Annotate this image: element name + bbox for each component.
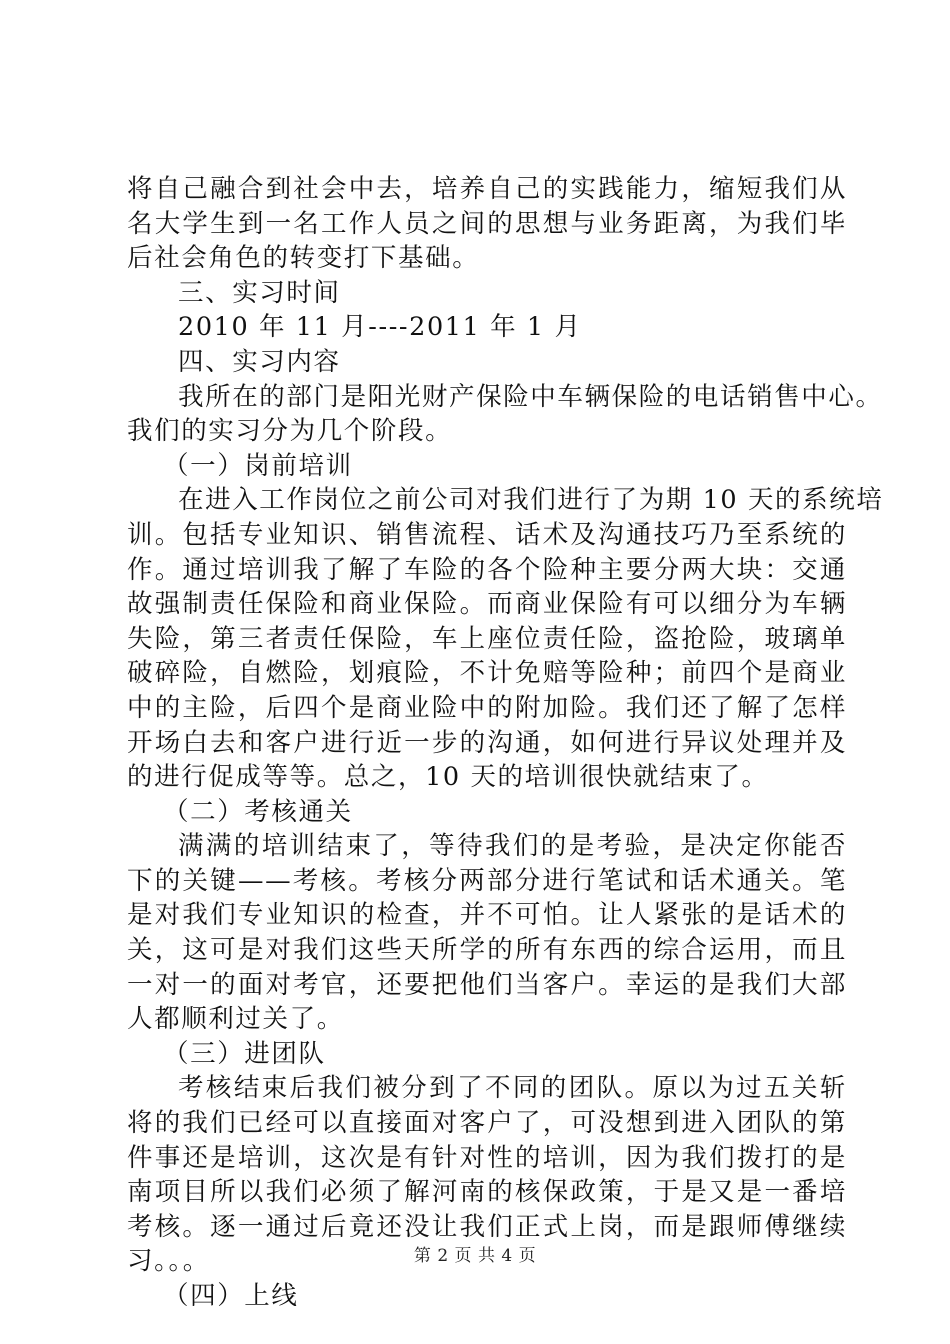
text-line: 失险，第三者责任保险，车上座位责任险，盗抢险，玻璃单 [127,623,847,654]
text-line: 我所在的部门是阳光财产保险中车辆保险的电话销售中心。 [178,381,883,412]
text-line: 作。通过培训我了解了车险的各个险种主要分两大块：交通 [127,554,847,585]
text-line: 是对我们专业知识的检查，并不可怕。让人紧张的是话术的 [127,900,847,931]
text-line: 考核。逐一通过后竟还没让我们正式上岗，而是跟师傅继续 [127,1211,847,1242]
text-line: 下的关键——考核。考核分两部分进行笔试和话术通关。笔 [127,865,847,896]
text-line: （三）进团队 [163,1038,326,1069]
text-line: 将自己融合到社会中去，培养自己的实践能力，缩短我们从 [127,174,847,204]
text-line: 开场白去和客户进行近一步的沟通，如何进行异议处理并及 [127,727,847,758]
text-line: （一）岗前培训 [163,450,353,481]
text-line: 习。。。 [127,1246,210,1277]
text-line: 考核结束后我们被分到了不同的团队。原以为过五关斩 [178,1073,847,1104]
text-line: 南项目所以我们必须了解河南的核保政策，于是又是一番培 [127,1177,847,1208]
text-line: 我们的实习分为几个阶段。 [127,416,453,447]
text-line: 将的我们已经可以直接面对客户了，可没想到进入团队的第 [127,1108,847,1139]
text-line: （二）考核通关 [163,796,353,827]
text-line: 人都顺利过关了。 [127,1004,344,1035]
text-line: 三、实习时间 [178,277,341,308]
text-line: 关，这可是对我们这些天所学的所有东西的综合运用，而且 [127,935,847,966]
text-line: 满满的培训结束了，等待我们的是考验，是决定你能否 [178,831,847,862]
text-line: 四、实习内容 [178,346,341,377]
page-number-label: 第 2 页 共 4 页 [413,1246,537,1266]
text-line: 破碎险，自燃险，划痕险，不计免赔等险种；前四个是商业 [127,658,847,689]
text-line: 后社会角色的转变打下基础。 [127,243,480,274]
text-line: 故强制责任保险和商业保险。而商业保险有可以细分为车辆 [127,589,847,620]
text-line: 一对一的面对考官，还要把他们当客户。幸运的是我们大部 [127,969,847,1000]
text-line: 训。包括专业知识、销售流程、话术及沟通技巧乃至系统的 [127,519,847,550]
page-footer [0,1245,950,1267]
text-line: 2010 年 11 月----2011 年 1 月 [178,312,582,343]
text-line: 件事还是培训，这次是有针对性的培训，因为我们拨打的是 [127,1142,847,1173]
text-line: （四）上线 [163,1281,299,1311]
text-line: 中的主险，后四个是商业险中的附加险。我们还了解了怎样 [127,692,847,723]
document-body [127,172,884,1314]
text-line: 在进入工作岗位之前公司对我们进行了为期 10 天的系统培 [178,485,884,516]
text-line: 名大学生到一名工作人员之间的思想与业务距离，为我们毕 [127,208,847,239]
text-line: 的进行促成等等。总之，10 天的培训很快就结束了。 [127,762,769,793]
